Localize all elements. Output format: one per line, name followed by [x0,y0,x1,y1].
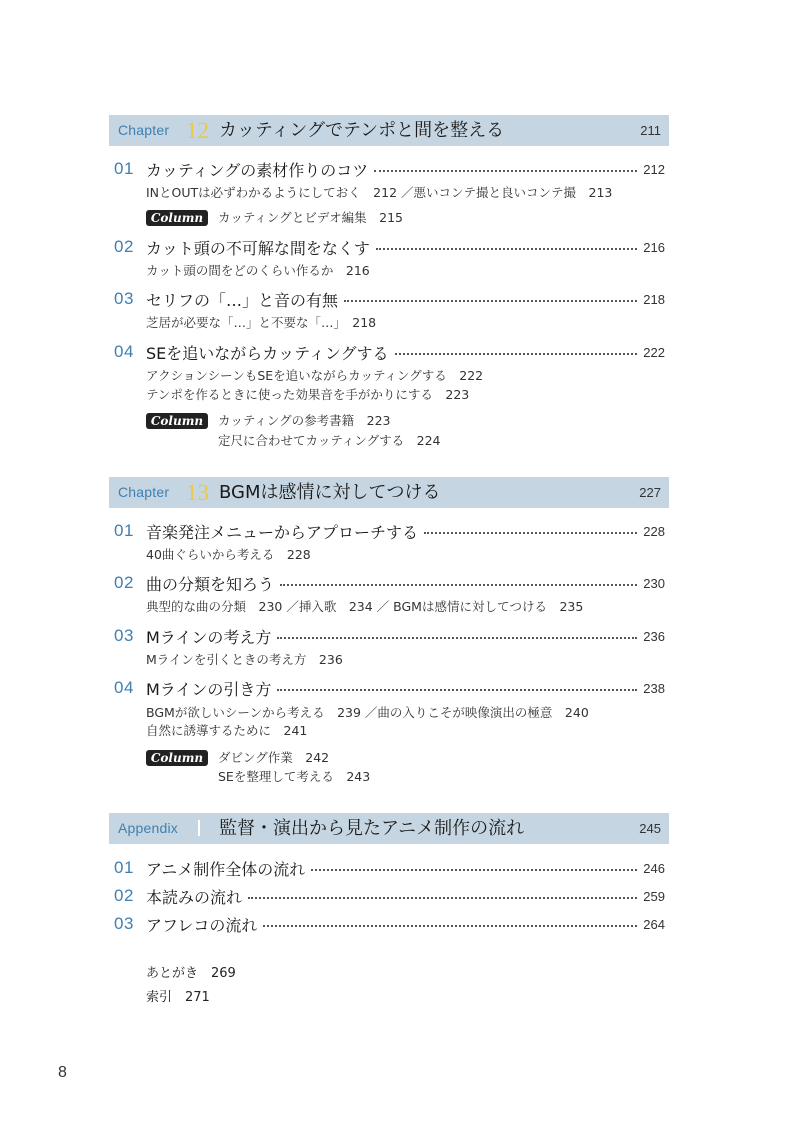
section-title: アフレコの流れ [146,915,258,935]
section-number: 02 [114,237,134,256]
section-entry [114,572,665,594]
section-number: 01 [114,858,134,877]
appendix-separator [198,820,200,836]
section-number: 02 [114,886,134,905]
section-page: 222 [643,344,665,360]
column-badge: Column [146,750,208,766]
chapter-title: カッティングでテンポと間を整える [219,120,505,141]
section-title: カッティングの素材作りのコツ [146,160,369,180]
appendix-header [109,813,669,844]
chapter-number: 12 [186,118,209,143]
section-title: Mラインの考え方 [146,627,272,647]
subsection-line: 典型的な曲の分類 230 ／挿入歌 234 ／ BGMは感情に対してつける 235 [146,599,584,614]
appendix-label: Appendix [118,820,178,836]
subsection-line: 芝居が必要な「…」と不要な「…」 218 [146,315,377,330]
chapter-header-12 [109,115,669,146]
dot-leader [277,637,637,639]
section-number: 03 [114,626,134,645]
section-entry [114,288,665,310]
subsection-line: 自然に誘導するために 241 [146,723,308,738]
section-page: 230 [643,575,665,591]
section-page: 218 [643,291,665,307]
column-item: カッティングの参考書籍 223 [218,413,391,428]
chapter-page: 211 [640,123,661,138]
column-item: ダビング作業 242 [218,750,330,765]
dot-leader [374,170,637,172]
section-entry [114,236,665,258]
section-title: SEを追いながらカッティングする [146,343,389,363]
column-badge: Column [146,210,208,226]
section-number: 04 [114,678,134,697]
dot-leader [280,584,637,586]
section-title: カット頭の不可解な間をなくす [146,238,370,258]
section-number: 01 [114,159,134,178]
section-title: 本読みの流れ [146,887,243,907]
chapter-title: BGMは感情に対してつける [219,482,441,503]
section-page: 236 [643,628,665,644]
section-page: 264 [643,916,665,932]
dot-leader [263,925,637,927]
section-entry [114,857,665,879]
section-number: 03 [114,289,134,308]
section-title: アニメ制作全体の流れ [146,859,306,879]
section-page: 212 [643,161,665,177]
dot-leader [395,353,638,355]
subsection-line: 40曲ぐらいから考える 228 [146,547,311,562]
section-title: Mラインの引き方 [146,679,272,699]
section-title: セリフの「…」と音の有無 [146,290,339,310]
index-entry: 索引 271 [146,990,210,1005]
chapter-label: Chapter [118,484,170,500]
chapter-page: 227 [639,485,661,500]
dot-leader [248,897,637,899]
section-page: 228 [643,523,665,539]
subsection-line: テンポを作るときに使った効果音を手がかりにする 223 [146,387,470,402]
section-entry [114,625,665,647]
subsection-line: カット頭の間をどのくらい作るか 216 [146,263,370,278]
section-number: 04 [114,342,134,361]
section-page: 238 [643,680,665,696]
column-item: 定尺に合わせてカッティングする 224 [218,433,441,448]
dot-leader [311,869,637,871]
chapter-number: 13 [186,480,209,505]
page-number: 8 [58,1064,67,1081]
subsection-line: Mラインを引くときの考え方 236 [146,652,343,667]
column-item: カッティングとビデオ編集 215 [218,210,403,225]
appendix-title: 監督・演出から見たアニメ制作の流れ [219,818,525,839]
dot-leader [277,689,637,691]
chapter-header-13 [109,477,669,508]
section-page: 259 [643,888,665,904]
appendix-page: 245 [639,821,661,836]
afterword-entry: あとがき 269 [146,966,236,981]
section-entry [114,677,665,699]
section-title: 音楽発注メニューからアプローチする [146,522,419,542]
section-entry [114,341,665,363]
column-badge: Column [146,413,208,429]
section-entry [114,913,665,935]
section-number: 03 [114,914,134,933]
section-page: 246 [643,860,665,876]
section-entry [114,520,665,542]
subsection-line: BGMが欲しいシーンから考える 239 ／曲の入りこそが映像演出の極意 240 [146,705,589,720]
column-item: SEを整理して考える 243 [218,769,371,784]
section-entry [114,885,665,907]
dot-leader [376,248,637,250]
section-page: 216 [643,239,665,255]
subsection-line: INとOUTは必ずわかるようにしておく 212 ／悪いコンテ撮と良いコンテ撮 213 [146,185,613,200]
section-title: 曲の分類を知ろう [146,574,275,594]
section-number: 02 [114,573,134,592]
chapter-label: Chapter [118,122,170,138]
subsection-line: アクションシーンもSEを追いながらカッティングする 222 [146,368,484,383]
section-number: 01 [114,521,134,540]
dot-leader [344,300,637,302]
section-entry [114,158,665,180]
dot-leader [424,532,637,534]
